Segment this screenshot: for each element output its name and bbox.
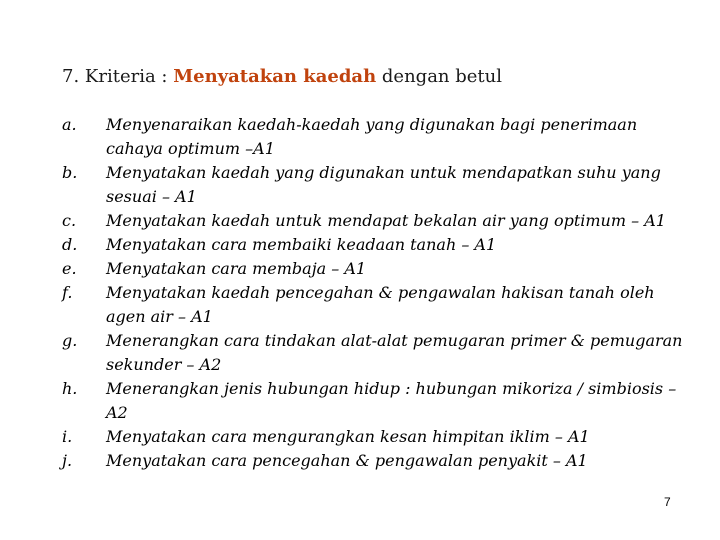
item-marker: g. [62, 331, 78, 350]
list-item [62, 257, 687, 281]
title-highlight: Menyatakan kaedah [173, 66, 377, 87]
title-prefix: 7. Kriteria : [62, 66, 174, 87]
item-marker: b. [62, 163, 78, 182]
list-item [62, 233, 687, 257]
list-item [62, 449, 687, 473]
item-marker: i. [62, 427, 73, 446]
item-text: Menyatakan cara membaja – A1 [106, 259, 367, 278]
item-text: Menyatakan kaedah pencegahan & pengawalan hakisan tanah oleh agen air – A1 [106, 283, 655, 326]
list-item [62, 281, 687, 329]
item-text: Menerangkan cara tindakan alat-alat pemugaran primer & pemugaran sekunder – A2 [106, 331, 683, 374]
item-marker: f. [62, 283, 73, 302]
slide-title [62, 64, 502, 90]
item-text: Menyatakan cara pencegahan & pengawalan penyakit – A1 [106, 451, 588, 470]
list-item [62, 377, 687, 425]
item-marker: c. [62, 211, 77, 230]
item-text: Menyatakan kaedah untuk mendapat bekalan air yang optimum – A1 [106, 211, 666, 230]
item-text: Menyatakan cara membaiki keadaan tanah – A1 [106, 235, 497, 254]
item-marker: a. [62, 115, 77, 134]
list-item [62, 113, 687, 161]
list-item [62, 161, 687, 209]
list-item [62, 209, 687, 233]
item-marker: j. [62, 451, 73, 470]
page-number: 7 [664, 495, 671, 509]
item-marker: e. [62, 259, 77, 278]
item-text: Menyenaraikan kaedah-kaedah yang digunakan bagi penerimaan cahaya optimum –A1 [106, 115, 638, 158]
criteria-list [62, 113, 687, 473]
item-marker: d. [62, 235, 78, 254]
title-suffix: dengan betul [376, 66, 503, 87]
item-text: Menerangkan jenis hubungan hidup : hubungan mikoriza / simbiosis – A2 [106, 379, 677, 422]
item-marker: h. [62, 379, 78, 398]
list-item [62, 329, 687, 377]
item-text: Menyatakan cara mengurangkan kesan himpitan iklim – A1 [106, 427, 590, 446]
list-item [62, 425, 687, 449]
item-text: Menyatakan kaedah yang digunakan untuk mendapatkan suhu yang sesuai – A1 [106, 163, 661, 206]
